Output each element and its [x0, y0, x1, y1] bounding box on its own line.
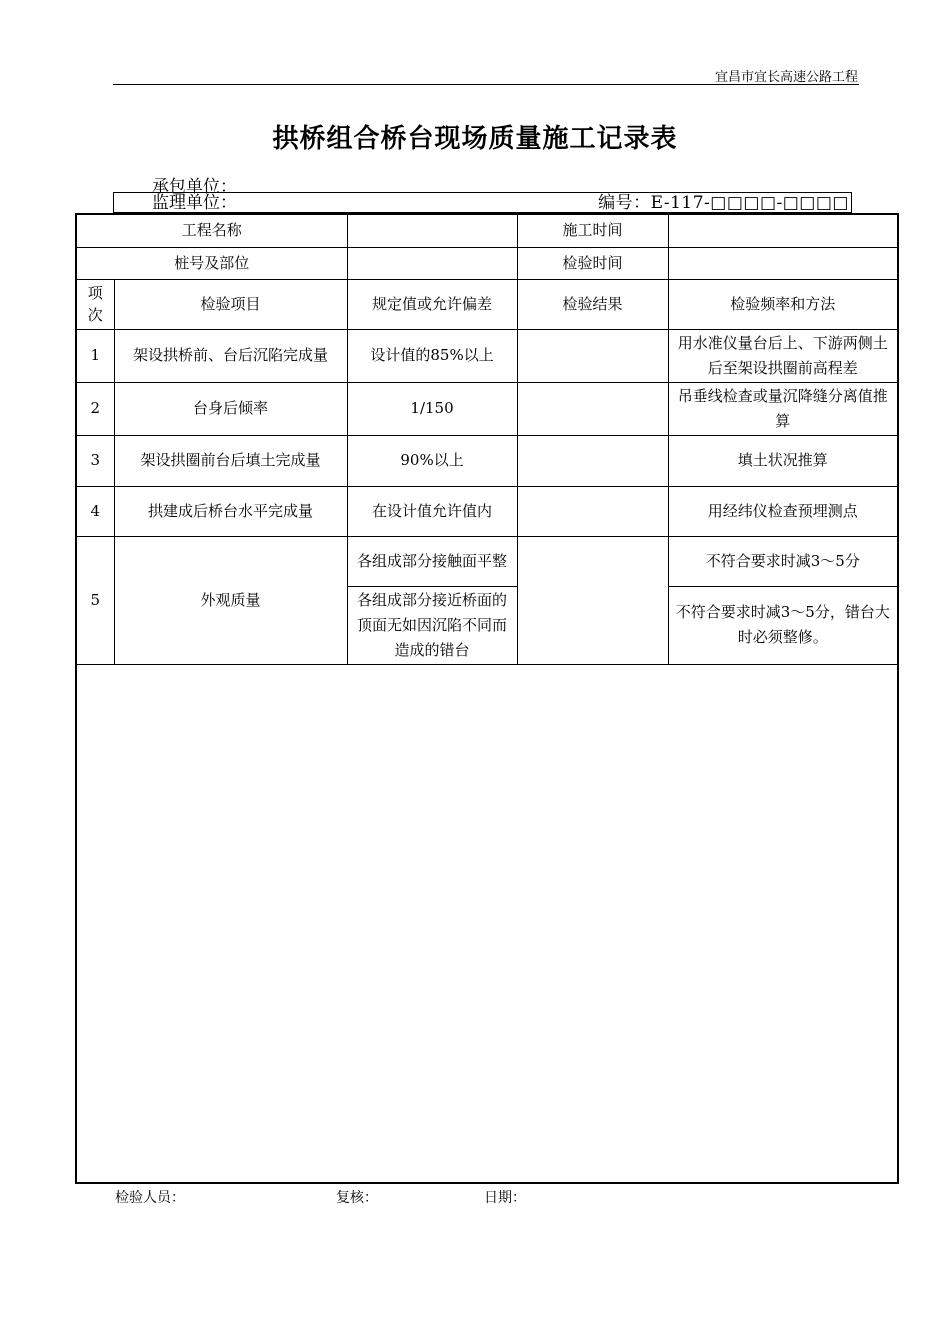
table-row [77, 435, 897, 486]
inspection-time-label: 检验时间 [517, 247, 668, 279]
row-no: 3 [77, 435, 114, 486]
column-header-row [77, 279, 897, 329]
row-item: 架设拱圈前台后填土完成量 [114, 435, 347, 486]
row-item: 台身后倾率 [114, 382, 347, 435]
header-org: 宜昌市宜长高速公路工程 [714, 70, 858, 85]
supervisor-row [113, 192, 852, 213]
row-no: 2 [77, 382, 114, 435]
construction-time-label: 施工时间 [517, 215, 668, 247]
table-row [77, 382, 897, 435]
row-method: 用水准仪量台后上、下游两侧土后至架设拱圈前高程差 [668, 329, 897, 382]
header-spec: 规定值或允许偏差 [347, 279, 517, 329]
header-rule [113, 84, 859, 85]
row-result[interactable] [517, 382, 668, 435]
record-form [75, 213, 899, 1184]
reviewer-label: 复核： [336, 1190, 378, 1206]
row-result[interactable] [517, 435, 668, 486]
project-name-label: 工程名称 [77, 215, 347, 247]
row-item: 外观质量 [114, 536, 347, 664]
row-no: 5 [77, 536, 114, 664]
table-row [77, 486, 897, 536]
inspection-time-value[interactable] [668, 247, 897, 279]
row-spec: 各组成部分接近桥面的顶面无如因沉陷不同而造成的错台 [347, 586, 517, 664]
row-result[interactable] [517, 536, 668, 664]
row-method: 不符合要求时减3～5分，错台大时必须整修。 [668, 586, 897, 664]
header-no: 项次 [77, 279, 114, 329]
row-item: 拱建成后桥台水平完成量 [114, 486, 347, 536]
row-spec: 在设计值允许值内 [347, 486, 517, 536]
inspector-label: 检验人员： [115, 1190, 185, 1206]
table-row [77, 536, 897, 586]
row-spec: 1/150 [347, 382, 517, 435]
station-value[interactable] [347, 247, 517, 279]
row-result[interactable] [517, 486, 668, 536]
row-method: 填土状况推算 [668, 435, 897, 486]
page-title: 拱桥组合桥台现场质量施工记录表 [272, 124, 678, 154]
inspection-table [77, 215, 897, 665]
row-no: 4 [77, 486, 114, 536]
header-method: 检验频率和方法 [668, 279, 897, 329]
row-method: 吊垂线检查或量沉降缝分离值推算 [668, 382, 897, 435]
station-row [77, 247, 897, 279]
row-method: 不符合要求时减3～5分 [668, 536, 897, 586]
construction-time-value[interactable] [668, 215, 897, 247]
station-label: 桩号及部位 [77, 247, 347, 279]
date-label: 日期： [484, 1190, 526, 1206]
document-code: 编号：E-117-□□□□-□□□□ [598, 193, 849, 213]
project-name-value[interactable] [347, 215, 517, 247]
contractor-label: 承包单位： [152, 177, 237, 197]
row-spec: 90%以上 [347, 435, 517, 486]
table-row [77, 329, 897, 382]
header-result: 检验结果 [517, 279, 668, 329]
supervisor-label: 监理单位： [152, 193, 237, 213]
row-spec: 各组成部分接触面平整 [347, 536, 517, 586]
row-method: 用经纬仪检查预埋测点 [668, 486, 897, 536]
row-result[interactable] [517, 329, 668, 382]
row-item: 架设拱桥前、台后沉陷完成量 [114, 329, 347, 382]
row-no: 1 [77, 329, 114, 382]
project-name-row [77, 215, 897, 247]
header-item: 检验项目 [114, 279, 347, 329]
row-spec: 设计值的85%以上 [347, 329, 517, 382]
